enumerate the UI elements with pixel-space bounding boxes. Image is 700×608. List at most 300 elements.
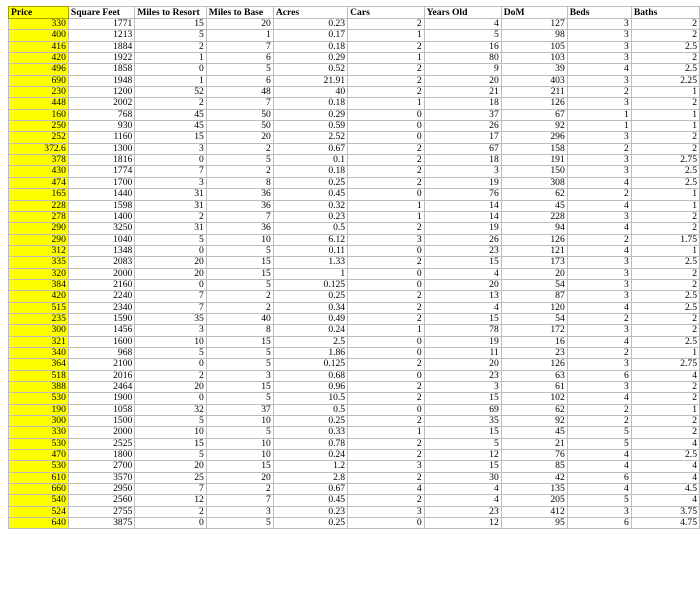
cell-years-old[interactable]: 15	[424, 461, 501, 472]
cell-baths[interactable]: 2	[631, 223, 699, 234]
cell-baths[interactable]: 1	[631, 189, 699, 200]
cell-price[interactable]: 230	[9, 87, 69, 98]
cell-acres[interactable]: 2.8	[273, 472, 347, 483]
cell-acres[interactable]: 21.91	[273, 75, 347, 86]
cell-cars[interactable]: 2	[348, 166, 425, 177]
cell-beds[interactable]: 1	[567, 109, 631, 120]
cell-miles-to-resort[interactable]: 31	[135, 189, 206, 200]
cell-square-feet[interactable]: 2755	[68, 506, 134, 517]
cell-square-feet[interactable]: 2560	[68, 495, 134, 506]
cell-square-feet[interactable]: 1160	[68, 132, 134, 143]
cell-price[interactable]: 228	[9, 200, 69, 211]
cell-miles-to-resort[interactable]: 2	[135, 506, 206, 517]
cell-dom[interactable]: 308	[501, 177, 567, 188]
cell-miles-to-base[interactable]: 5	[206, 245, 273, 256]
cell-miles-to-base[interactable]: 10	[206, 234, 273, 245]
cell-square-feet[interactable]: 1400	[68, 211, 134, 222]
cell-acres[interactable]: 0.32	[273, 200, 347, 211]
cell-beds[interactable]: 2	[567, 313, 631, 324]
cell-dom[interactable]: 45	[501, 427, 567, 438]
cell-miles-to-base[interactable]: 48	[206, 87, 273, 98]
cell-miles-to-resort[interactable]: 7	[135, 166, 206, 177]
cell-miles-to-resort[interactable]: 7	[135, 302, 206, 313]
cell-cars[interactable]: 0	[348, 245, 425, 256]
cell-miles-to-resort[interactable]: 20	[135, 382, 206, 393]
cell-square-feet[interactable]: 2340	[68, 302, 134, 313]
cell-baths[interactable]: 2.75	[631, 359, 699, 370]
cell-acres[interactable]: 0.68	[273, 370, 347, 381]
cell-cars[interactable]: 2	[348, 382, 425, 393]
cell-beds[interactable]: 3	[567, 166, 631, 177]
cell-square-feet[interactable]: 1816	[68, 155, 134, 166]
cell-dom[interactable]: 126	[501, 359, 567, 370]
cell-years-old[interactable]: 67	[424, 143, 501, 154]
cell-years-old[interactable]: 15	[424, 393, 501, 404]
cell-square-feet[interactable]: 2016	[68, 370, 134, 381]
cell-dom[interactable]: 228	[501, 211, 567, 222]
cell-acres[interactable]: 0.24	[273, 450, 347, 461]
cell-miles-to-resort[interactable]: 2	[135, 211, 206, 222]
cell-cars[interactable]: 0	[348, 370, 425, 381]
cell-miles-to-base[interactable]: 15	[206, 257, 273, 268]
cell-dom[interactable]: 92	[501, 416, 567, 427]
cell-baths[interactable]: 2.5	[631, 450, 699, 461]
cell-beds[interactable]: 4	[567, 450, 631, 461]
cell-acres[interactable]: 0.25	[273, 416, 347, 427]
cell-beds[interactable]: 4	[567, 200, 631, 211]
cell-beds[interactable]: 3	[567, 382, 631, 393]
cell-years-old[interactable]: 16	[424, 41, 501, 52]
cell-cars[interactable]: 2	[348, 257, 425, 268]
cell-dom[interactable]: 173	[501, 257, 567, 268]
cell-price[interactable]: 300	[9, 416, 69, 427]
cell-beds[interactable]: 4	[567, 484, 631, 495]
cell-baths[interactable]: 2	[631, 143, 699, 154]
cell-square-feet[interactable]: 3250	[68, 223, 134, 234]
cell-years-old[interactable]: 15	[424, 257, 501, 268]
cell-price[interactable]: 530	[9, 393, 69, 404]
cell-cars[interactable]: 2	[348, 495, 425, 506]
cell-square-feet[interactable]: 1900	[68, 393, 134, 404]
cell-price[interactable]: 610	[9, 472, 69, 483]
cell-price[interactable]: 250	[9, 121, 69, 132]
cell-baths[interactable]: 4	[631, 438, 699, 449]
cell-dom[interactable]: 191	[501, 155, 567, 166]
cell-miles-to-base[interactable]: 10	[206, 416, 273, 427]
cell-price[interactable]: 190	[9, 404, 69, 415]
cell-miles-to-resort[interactable]: 0	[135, 245, 206, 256]
cell-miles-to-resort[interactable]: 2	[135, 370, 206, 381]
cell-baths[interactable]: 4	[631, 370, 699, 381]
cell-miles-to-base[interactable]: 2	[206, 302, 273, 313]
cell-miles-to-base[interactable]: 6	[206, 75, 273, 86]
cell-square-feet[interactable]: 1058	[68, 404, 134, 415]
cell-square-feet[interactable]: 1590	[68, 313, 134, 324]
cell-square-feet[interactable]: 2464	[68, 382, 134, 393]
cell-miles-to-base[interactable]: 50	[206, 121, 273, 132]
cell-cars[interactable]: 2	[348, 359, 425, 370]
cell-baths[interactable]: 1	[631, 200, 699, 211]
cell-beds[interactable]: 4	[567, 336, 631, 347]
cell-years-old[interactable]: 21	[424, 87, 501, 98]
cell-square-feet[interactable]: 968	[68, 347, 134, 358]
cell-dom[interactable]: 63	[501, 370, 567, 381]
cell-square-feet[interactable]: 1771	[68, 19, 134, 30]
cell-baths[interactable]: 4	[631, 461, 699, 472]
cell-years-old[interactable]: 14	[424, 211, 501, 222]
cell-beds[interactable]: 6	[567, 370, 631, 381]
cell-baths[interactable]: 2.5	[631, 177, 699, 188]
cell-years-old[interactable]: 17	[424, 132, 501, 143]
cell-miles-to-resort[interactable]: 7	[135, 291, 206, 302]
cell-years-old[interactable]: 20	[424, 75, 501, 86]
cell-miles-to-resort[interactable]: 45	[135, 109, 206, 120]
cell-miles-to-base[interactable]: 37	[206, 404, 273, 415]
cell-dom[interactable]: 103	[501, 53, 567, 64]
cell-miles-to-resort[interactable]: 7	[135, 484, 206, 495]
cell-baths[interactable]: 4.75	[631, 518, 699, 529]
cell-years-old[interactable]: 23	[424, 370, 501, 381]
cell-baths[interactable]: 1	[631, 87, 699, 98]
cell-miles-to-base[interactable]: 5	[206, 393, 273, 404]
cell-price[interactable]: 416	[9, 41, 69, 52]
cell-cars[interactable]: 2	[348, 472, 425, 483]
cell-baths[interactable]: 2.5	[631, 336, 699, 347]
cell-price[interactable]: 235	[9, 313, 69, 324]
cell-dom[interactable]: 62	[501, 404, 567, 415]
cell-dom[interactable]: 76	[501, 450, 567, 461]
cell-beds[interactable]: 3	[567, 279, 631, 290]
cell-dom[interactable]: 20	[501, 268, 567, 279]
cell-years-old[interactable]: 26	[424, 121, 501, 132]
cell-square-feet[interactable]: 768	[68, 109, 134, 120]
cell-baths[interactable]: 1	[631, 347, 699, 358]
cell-miles-to-resort[interactable]: 35	[135, 313, 206, 324]
cell-years-old[interactable]: 12	[424, 450, 501, 461]
cell-price[interactable]: 312	[9, 245, 69, 256]
cell-acres[interactable]: 10.5	[273, 393, 347, 404]
cell-miles-to-resort[interactable]: 0	[135, 279, 206, 290]
cell-baths[interactable]: 2	[631, 382, 699, 393]
cell-price[interactable]: 372.6	[9, 143, 69, 154]
cell-beds[interactable]: 3	[567, 53, 631, 64]
cell-miles-to-resort[interactable]: 0	[135, 359, 206, 370]
cell-baths[interactable]: 1	[631, 245, 699, 256]
cell-miles-to-base[interactable]: 5	[206, 64, 273, 75]
cell-square-feet[interactable]: 2000	[68, 268, 134, 279]
cell-price[interactable]: 474	[9, 177, 69, 188]
cell-dom[interactable]: 158	[501, 143, 567, 154]
cell-square-feet[interactable]: 2160	[68, 279, 134, 290]
cell-acres[interactable]: 0.29	[273, 53, 347, 64]
cell-square-feet[interactable]: 1440	[68, 189, 134, 200]
cell-baths[interactable]: 2	[631, 268, 699, 279]
cell-miles-to-base[interactable]: 15	[206, 336, 273, 347]
cell-price[interactable]: 690	[9, 75, 69, 86]
cell-acres[interactable]: 0.67	[273, 143, 347, 154]
cell-miles-to-resort[interactable]: 3	[135, 325, 206, 336]
cell-acres[interactable]: 0.18	[273, 98, 347, 109]
cell-dom[interactable]: 127	[501, 19, 567, 30]
cell-years-old[interactable]: 37	[424, 109, 501, 120]
cell-miles-to-base[interactable]: 20	[206, 472, 273, 483]
cell-baths[interactable]: 2	[631, 53, 699, 64]
cell-dom[interactable]: 16	[501, 336, 567, 347]
cell-square-feet[interactable]: 2083	[68, 257, 134, 268]
cell-cars[interactable]: 2	[348, 313, 425, 324]
cell-beds[interactable]: 3	[567, 132, 631, 143]
cell-baths[interactable]: 1.75	[631, 234, 699, 245]
cell-years-old[interactable]: 20	[424, 279, 501, 290]
cell-dom[interactable]: 94	[501, 223, 567, 234]
cell-cars[interactable]: 0	[348, 132, 425, 143]
cell-cars[interactable]: 1	[348, 200, 425, 211]
cell-square-feet[interactable]: 1348	[68, 245, 134, 256]
cell-miles-to-base[interactable]: 5	[206, 427, 273, 438]
cell-baths[interactable]: 2.75	[631, 155, 699, 166]
cell-cars[interactable]: 0	[348, 518, 425, 529]
cell-miles-to-base[interactable]: 36	[206, 189, 273, 200]
cell-miles-to-base[interactable]: 5	[206, 155, 273, 166]
cell-price[interactable]: 420	[9, 53, 69, 64]
cell-years-old[interactable]: 30	[424, 472, 501, 483]
cell-square-feet[interactable]: 1200	[68, 87, 134, 98]
cell-baths[interactable]: 1	[631, 109, 699, 120]
cell-years-old[interactable]: 9	[424, 64, 501, 75]
cell-years-old[interactable]: 5	[424, 438, 501, 449]
cell-beds[interactable]: 4	[567, 245, 631, 256]
cell-square-feet[interactable]: 1922	[68, 53, 134, 64]
cell-dom[interactable]: 61	[501, 382, 567, 393]
cell-years-old[interactable]: 3	[424, 166, 501, 177]
cell-cars[interactable]: 2	[348, 19, 425, 30]
cell-beds[interactable]: 3	[567, 359, 631, 370]
cell-acres[interactable]: 0.18	[273, 41, 347, 52]
cell-miles-to-resort[interactable]: 5	[135, 347, 206, 358]
cell-square-feet[interactable]: 1213	[68, 30, 134, 41]
cell-baths[interactable]: 2	[631, 427, 699, 438]
cell-miles-to-resort[interactable]: 5	[135, 30, 206, 41]
cell-price[interactable]: 364	[9, 359, 69, 370]
cell-dom[interactable]: 95	[501, 518, 567, 529]
cell-baths[interactable]: 4	[631, 495, 699, 506]
cell-dom[interactable]: 121	[501, 245, 567, 256]
cell-cars[interactable]: 2	[348, 302, 425, 313]
cell-acres[interactable]: 40	[273, 87, 347, 98]
cell-years-old[interactable]: 4	[424, 484, 501, 495]
cell-square-feet[interactable]: 2100	[68, 359, 134, 370]
cell-cars[interactable]: 2	[348, 291, 425, 302]
cell-cars[interactable]: 1	[348, 53, 425, 64]
cell-beds[interactable]: 4	[567, 393, 631, 404]
cell-square-feet[interactable]: 1700	[68, 177, 134, 188]
cell-acres[interactable]: 1.33	[273, 257, 347, 268]
cell-acres[interactable]: 0.34	[273, 302, 347, 313]
cell-price[interactable]: 290	[9, 223, 69, 234]
cell-price[interactable]: 300	[9, 325, 69, 336]
cell-years-old[interactable]: 5	[424, 30, 501, 41]
cell-price[interactable]: 388	[9, 382, 69, 393]
cell-price[interactable]: 496	[9, 64, 69, 75]
cell-price[interactable]: 430	[9, 166, 69, 177]
cell-baths[interactable]: 2	[631, 30, 699, 41]
cell-years-old[interactable]: 4	[424, 19, 501, 30]
cell-miles-to-base[interactable]: 7	[206, 211, 273, 222]
cell-years-old[interactable]: 35	[424, 416, 501, 427]
cell-beds[interactable]: 6	[567, 472, 631, 483]
cell-acres[interactable]: 2.5	[273, 336, 347, 347]
cell-years-old[interactable]: 69	[424, 404, 501, 415]
cell-miles-to-resort[interactable]: 0	[135, 155, 206, 166]
cell-years-old[interactable]: 15	[424, 313, 501, 324]
cell-baths[interactable]: 2	[631, 19, 699, 30]
cell-miles-to-base[interactable]: 20	[206, 19, 273, 30]
cell-miles-to-resort[interactable]: 20	[135, 461, 206, 472]
cell-acres[interactable]: 1	[273, 268, 347, 279]
cell-cars[interactable]: 2	[348, 64, 425, 75]
cell-dom[interactable]: 42	[501, 472, 567, 483]
cell-acres[interactable]: 0.23	[273, 506, 347, 517]
cell-price[interactable]: 515	[9, 302, 69, 313]
cell-baths[interactable]: 2	[631, 279, 699, 290]
cell-miles-to-resort[interactable]: 15	[135, 19, 206, 30]
cell-years-old[interactable]: 14	[424, 200, 501, 211]
cell-baths[interactable]: 2	[631, 325, 699, 336]
cell-beds[interactable]: 6	[567, 518, 631, 529]
cell-miles-to-resort[interactable]: 1	[135, 53, 206, 64]
cell-acres[interactable]: 0.25	[273, 177, 347, 188]
cell-dom[interactable]: 45	[501, 200, 567, 211]
cell-cars[interactable]: 2	[348, 155, 425, 166]
cell-miles-to-base[interactable]: 2	[206, 166, 273, 177]
cell-price[interactable]: 252	[9, 132, 69, 143]
cell-cars[interactable]: 2	[348, 450, 425, 461]
cell-miles-to-resort[interactable]: 10	[135, 427, 206, 438]
cell-dom[interactable]: 126	[501, 98, 567, 109]
cell-dom[interactable]: 135	[501, 484, 567, 495]
cell-acres[interactable]: 0.25	[273, 291, 347, 302]
cell-miles-to-resort[interactable]: 15	[135, 132, 206, 143]
cell-years-old[interactable]: 20	[424, 359, 501, 370]
cell-miles-to-base[interactable]: 5	[206, 518, 273, 529]
cell-cars[interactable]: 2	[348, 87, 425, 98]
cell-acres[interactable]: 0.29	[273, 109, 347, 120]
cell-miles-to-resort[interactable]: 2	[135, 41, 206, 52]
cell-miles-to-base[interactable]: 10	[206, 450, 273, 461]
cell-acres[interactable]: 0.5	[273, 404, 347, 415]
cell-beds[interactable]: 5	[567, 427, 631, 438]
cell-baths[interactable]: 2.5	[631, 257, 699, 268]
cell-baths[interactable]: 2	[631, 313, 699, 324]
cell-dom[interactable]: 85	[501, 461, 567, 472]
cell-beds[interactable]: 4	[567, 64, 631, 75]
cell-miles-to-resort[interactable]: 32	[135, 404, 206, 415]
cell-cars[interactable]: 1	[348, 98, 425, 109]
cell-years-old[interactable]: 3	[424, 382, 501, 393]
cell-miles-to-resort[interactable]: 3	[135, 177, 206, 188]
cell-acres[interactable]: 1.2	[273, 461, 347, 472]
cell-miles-to-base[interactable]: 5	[206, 347, 273, 358]
cell-acres[interactable]: 0.96	[273, 382, 347, 393]
cell-miles-to-base[interactable]: 40	[206, 313, 273, 324]
cell-price[interactable]: 470	[9, 450, 69, 461]
cell-price[interactable]: 330	[9, 427, 69, 438]
cell-acres[interactable]: 0.125	[273, 279, 347, 290]
cell-cars[interactable]: 0	[348, 279, 425, 290]
cell-beds[interactable]: 2	[567, 234, 631, 245]
cell-baths[interactable]: 2.5	[631, 302, 699, 313]
cell-beds[interactable]: 2	[567, 347, 631, 358]
cell-cars[interactable]: 2	[348, 143, 425, 154]
cell-miles-to-base[interactable]: 15	[206, 461, 273, 472]
cell-acres[interactable]: 0.1	[273, 155, 347, 166]
cell-miles-to-resort[interactable]: 20	[135, 268, 206, 279]
cell-years-old[interactable]: 23	[424, 506, 501, 517]
cell-price[interactable]: 378	[9, 155, 69, 166]
cell-price[interactable]: 160	[9, 109, 69, 120]
cell-beds[interactable]: 4	[567, 223, 631, 234]
cell-dom[interactable]: 23	[501, 347, 567, 358]
cell-miles-to-resort[interactable]: 31	[135, 200, 206, 211]
cell-price[interactable]: 330	[9, 19, 69, 30]
cell-miles-to-base[interactable]: 15	[206, 382, 273, 393]
cell-beds[interactable]: 2	[567, 404, 631, 415]
cell-dom[interactable]: 105	[501, 41, 567, 52]
cell-price[interactable]: 448	[9, 98, 69, 109]
cell-cars[interactable]: 2	[348, 177, 425, 188]
cell-baths[interactable]: 2	[631, 393, 699, 404]
cell-miles-to-base[interactable]: 10	[206, 438, 273, 449]
cell-beds[interactable]: 2	[567, 189, 631, 200]
cell-miles-to-base[interactable]: 36	[206, 223, 273, 234]
cell-years-old[interactable]: 76	[424, 189, 501, 200]
cell-years-old[interactable]: 80	[424, 53, 501, 64]
cell-square-feet[interactable]: 1500	[68, 416, 134, 427]
cell-beds[interactable]: 4	[567, 302, 631, 313]
cell-beds[interactable]: 2	[567, 416, 631, 427]
cell-baths[interactable]: 3.75	[631, 506, 699, 517]
cell-baths[interactable]: 2.25	[631, 75, 699, 86]
cell-cars[interactable]: 0	[348, 268, 425, 279]
cell-beds[interactable]: 3	[567, 325, 631, 336]
cell-beds[interactable]: 3	[567, 19, 631, 30]
cell-price[interactable]: 321	[9, 336, 69, 347]
cell-cars[interactable]: 0	[348, 109, 425, 120]
cell-miles-to-base[interactable]: 8	[206, 325, 273, 336]
cell-cars[interactable]: 0	[348, 121, 425, 132]
cell-acres[interactable]: 0.45	[273, 495, 347, 506]
cell-beds[interactable]: 3	[567, 291, 631, 302]
cell-years-old[interactable]: 11	[424, 347, 501, 358]
cell-dom[interactable]: 21	[501, 438, 567, 449]
cell-years-old[interactable]: 15	[424, 427, 501, 438]
cell-baths[interactable]: 2	[631, 98, 699, 109]
cell-beds[interactable]: 3	[567, 41, 631, 52]
cell-miles-to-base[interactable]: 3	[206, 506, 273, 517]
cell-acres[interactable]: 0.125	[273, 359, 347, 370]
cell-cars[interactable]: 0	[348, 189, 425, 200]
cell-price[interactable]: 384	[9, 279, 69, 290]
cell-dom[interactable]: 150	[501, 166, 567, 177]
cell-beds[interactable]: 3	[567, 98, 631, 109]
cell-square-feet[interactable]: 1600	[68, 336, 134, 347]
cell-beds[interactable]: 1	[567, 121, 631, 132]
cell-cars[interactable]: 2	[348, 75, 425, 86]
cell-years-old[interactable]: 78	[424, 325, 501, 336]
cell-cars[interactable]: 4	[348, 484, 425, 495]
cell-acres[interactable]: 0.59	[273, 121, 347, 132]
cell-miles-to-base[interactable]: 7	[206, 98, 273, 109]
